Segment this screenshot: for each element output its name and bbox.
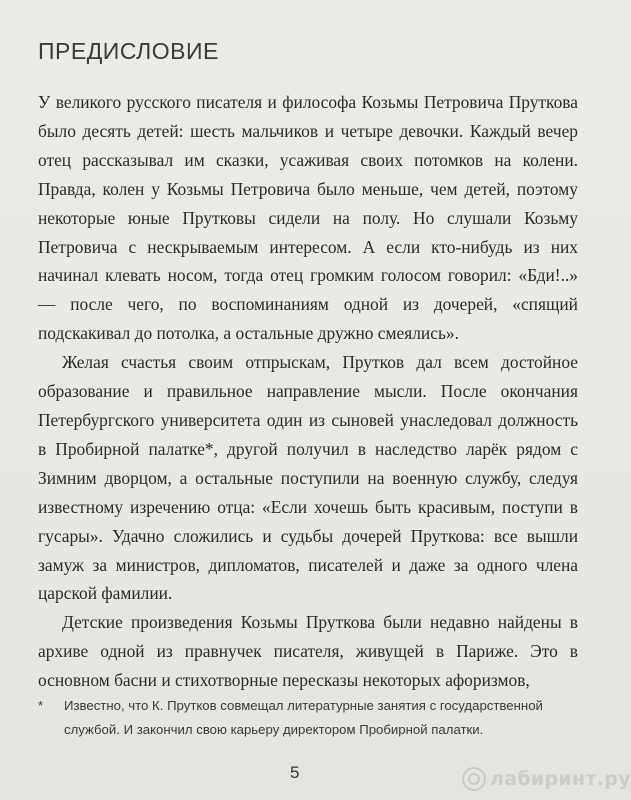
footnote-line-1: Известно, что К. Прутков совмещал литературные занятия с государственной (64, 698, 543, 713)
watermark-text: лабиринт.ру (490, 768, 631, 790)
footnote (38, 694, 568, 742)
footnote-mark: * (38, 698, 44, 713)
paragraph-1: У великого русского писателя и философа Козьмы Петровича Пруткова было десять детей: шесть мальчиков и четыре девочки. Каждый вечер отец рассказывал им сказки, усаживая своих потомков на колени. Правда, колен у Козьмы Петровича было меньше, чем детей, поэтому некоторые юные Прутковы сидели на полу. Но слушали Козьму Петровича с нескрываемым интересом. А если кто-нибудь из них начинал клевать носом, тогда отец громким голосом говорил: «Бди!..» — после чего, по воспоминаниям одной из дочерей, «спящий подскакивал до потолка, а остальные дружно смеялись». (38, 92, 578, 344)
paragraph-2: Желая счастья своим отпрыскам, Прутков дал всем достойное образование и правильное направление мысли. После окончания Петербургского университета один из сыновей унаследовал должность в Пробирной палатке*, другой получил в наследство ларёк рядом с Зимним дворцом, а остальные поступили на военную службу, следуя известному изречению отца: «Если хочешь быть красивым, поступи в гусары». Удачно сложились и судьбы дочерей Пруткова: все вышли замуж за министров, дипломатов, писателей и даже за одного члена царской фамилии. (38, 352, 578, 604)
watermark (462, 764, 631, 794)
paragraph-3: Детские произведения Козьмы Пруткова были недавно найдены в архиве одной из правнучек писателя, живущей в Париже. Это в основном басни и стихотворные пересказы некоторых афоризмов, (38, 612, 578, 691)
labirint-logo-icon (462, 767, 486, 791)
chapter-heading: ПРЕДИСЛОВИЕ (38, 38, 219, 64)
body-text (38, 88, 578, 695)
page-number: 5 (290, 763, 300, 782)
footnote-line-2: службой. И закончил свою карьеру директором Пробирной палатки. (64, 722, 484, 737)
